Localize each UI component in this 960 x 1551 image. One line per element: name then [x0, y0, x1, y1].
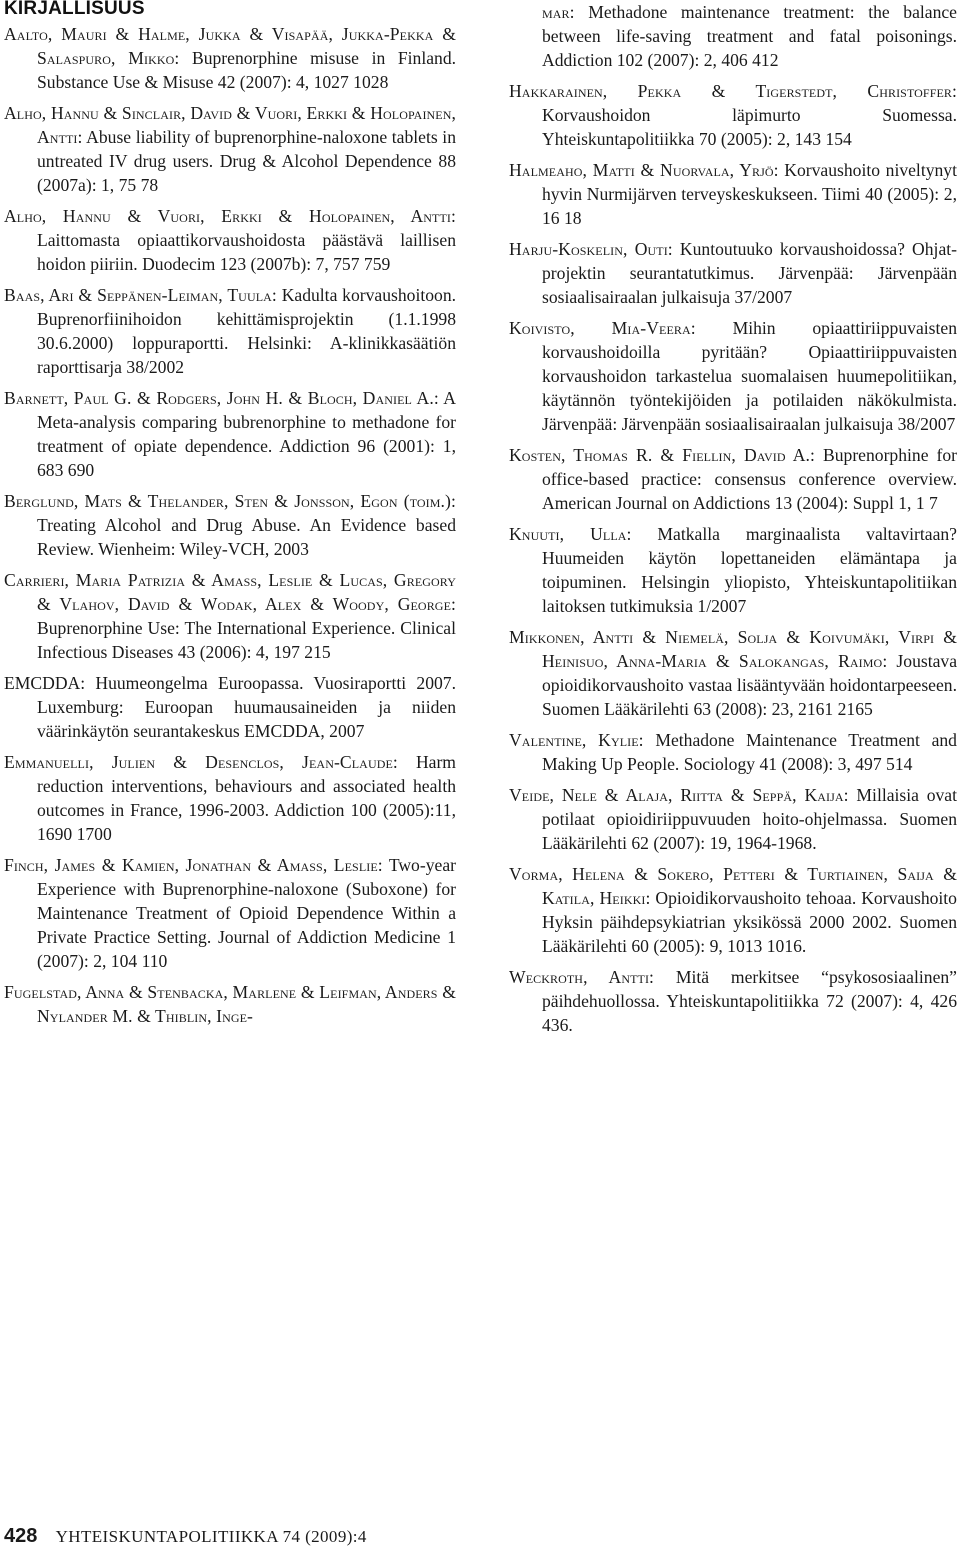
reference-authors: Vorma, Helena & Sokero, Petteri & Turtiainen, Saija & Katila, Heikki: — [509, 864, 957, 908]
reference-authors: Aalto, Mauri & Halme, Jukka & Visapää, Jukka-Pekka & Salaspuro, Mikko: — [4, 24, 456, 68]
reference-authors: Alho, Hannu & Vuori, Erkki & Holopainen, Antti: — [4, 206, 456, 226]
reference-text: Korvaushoito niveltynyt hyvin Nurmijärven terveyskeskukseen. Tiimi 40 (2005): 2, 16 18 — [542, 160, 957, 228]
reference-entry — [4, 671, 456, 743]
reference-entry — [4, 750, 456, 846]
reference-authors: Barnett, Paul G. & Rodgers, John H. & Bloch, Daniel A.: — [4, 388, 439, 408]
reference-entry — [509, 237, 957, 309]
reference-authors: Berglund, Mats & Thelander, Sten & Jonsson, Egon (toim.): — [4, 491, 456, 511]
reference-entry — [509, 522, 957, 618]
reference-entry — [4, 568, 456, 664]
reference-authors: Harju-Koskelin, Outi: — [509, 239, 673, 259]
reference-authors: Weckroth, Antti: — [509, 967, 655, 987]
reference-text: Harm reduction interventions, behaviours and associated health outcomes in France, 1996-2003. Addiction 100 (2005):11, 1690 1700 — [37, 752, 456, 844]
reference-text: Millaisia ovat potilaat opioidiriippuvuuden hoito-ohjelmassa. Suomen Lääkärilehti 62 (2007): 19, 1964-1968. — [542, 785, 957, 853]
page-number: 428 — [4, 1525, 38, 1547]
reference-authors: Halmeaho, Matti & Nuorvala, Yrjö: — [509, 160, 779, 180]
reference-text: Kuntoutuuko korvaushoidossa? Ohjat-projektin seurantatutkimus. Järvenpää: Järvenpään sosiaalisairaalan julkaisuja 37/2007 — [542, 239, 957, 307]
reference-entry — [4, 101, 456, 197]
reference-authors: Koivisto, Mia-Veera: — [509, 318, 696, 338]
reference-text: Laittomasta opiaattikorvaushoidosta päästävä laillisen hoidon piiriin. Duodecim 123 (2007b): 7, 757 759 — [37, 230, 456, 274]
left-reference-column — [4, 22, 456, 1035]
reference-text: Methadone maintenance treatment: the balance between life-saving treatment and fatal poisonings. Addiction 102 (2007): 2, 406 412 — [542, 2, 957, 70]
journal-name: YHTEISKUNTAPOLITIIKKA 74 (2009):4 — [55, 1527, 367, 1546]
reference-text: Mihin opiaattiriippuvaisten korvaushoidoilla pyritään? Opiaattiriippuvaisten korvaushoidon tarkastelua suomalaisen huumepolitiikan, käytännön työntekijöiden ja potilaiden näkökulmista. Järvenpää: Järvenpään sosiaalisairaalan julkaisuja 38/2007 — [542, 318, 957, 434]
reference-entry — [4, 980, 456, 1028]
reference-entry — [509, 79, 957, 151]
reference-entry — [4, 204, 456, 276]
reference-entry — [4, 283, 456, 379]
reference-authors: Veide, Nele & Alaja, Riitta & Seppä, Kaija: — [509, 785, 849, 805]
reference-text: Buprenorphine Use: The International Experience. Clinical Infectious Diseases 43 (2006): 4, 197 215 — [37, 618, 456, 662]
reference-entry — [4, 489, 456, 561]
reference-text: EMCDDA: Huumeongelma Euroopassa. Vuosiraportti 2007. Luxemburg: Euroopan huumausaineiden ja niiden väärinkäytön seurantakeskus EMCDDA, 2007 — [4, 673, 456, 741]
reference-authors: Kosten, Thomas R. & Fiellin, David A.: — [509, 445, 815, 465]
reference-entry — [509, 783, 957, 855]
reference-text: Joustava opioidikorvaushoito vastaa lisääntyvään hoidontarpeeseen. Suomen Lääkärilehti 63 (2008): 23, 2161 2165 — [542, 651, 958, 719]
reference-entry — [509, 158, 957, 230]
reference-text: Matkalla marginaalista valtavirtaan? Huumeiden käytön lopettaneiden elämäntapa ja toipuminen. Helsingin yliopisto, Yhteiskuntapolitiikan laitoksen tutkimuksia 1/2007 — [542, 524, 957, 616]
reference-authors: Knuuti, Ulla: — [509, 524, 632, 544]
reference-entry — [509, 625, 957, 721]
reference-entry — [4, 853, 456, 973]
reference-text: Abuse liability of buprenorphine-naloxone tablets in untreated IV drug users. Drug & Alcohol Dependence 88 (2007a): 1, 75 78 — [37, 127, 456, 195]
reference-entry — [509, 965, 957, 1037]
reference-text: Mitä merkitsee “psykososiaalinen” päihdehuollossa. Yhteiskuntapolitiikka 72 (2007): 4, 426 436. — [542, 967, 957, 1035]
right-reference-column — [509, 0, 957, 1044]
reference-entry — [509, 0, 957, 72]
reference-authors: Alho, Hannu & Sinclair, David & Vuori, Erkki & Holopainen, Antti: — [4, 103, 456, 147]
reference-entry — [4, 386, 456, 482]
reference-text: Buprenorphine for office-based practice: consensus conference overview. American Journal on Addictions 13 (2004): Suppl 1, 1 7 — [542, 445, 958, 513]
reference-authors: Finch, James & Kamien, Jonathan & Amass, Leslie: — [4, 855, 383, 875]
reference-authors: Carrieri, Maria Patrizia & Amass, Leslie & Lucas, Gregory & Vlahov, David & Wodak, Alex & Woody, George: — [4, 570, 456, 614]
reference-authors: mar: — [542, 2, 575, 22]
reference-authors: Fugelstad, Anna & Stenbacka, Marlene & Leifman, Anders & Nylander M. & Thiblin, Inge- — [4, 982, 456, 1026]
reference-authors: Emmanuelli, Julien & Desenclos, Jean-Claude: — [4, 752, 398, 772]
reference-authors: Valentine, Kylie: — [509, 730, 644, 750]
reference-text: Buprenorphine misuse in Finland. Substance Use & Misuse 42 (2007): 4, 1027 1028 — [37, 48, 457, 92]
reference-text: Kadulta korvaushoitoon. Buprenorfiinihoidon kehittämisprojektin (1.1.1998 30.6.2000) loppuraportti. Helsinki: A-klinikkasäätiön raporttisarja 38/2002 — [37, 285, 457, 377]
reference-entry — [509, 862, 957, 958]
reference-entry — [509, 728, 957, 776]
reference-entry — [4, 22, 456, 94]
reference-text: A Meta-analysis comparing bubrenorphine to methadone for treatment of opiate dependence. Addiction 96 (2001): 1, 683 690 — [37, 388, 456, 480]
reference-text: Opioidikorvaushoito tehoaa. Korvaushoito Hyksin päihdepsykiatrian yksikössä 2000 2002. Suomen Lääkärilehti 60 (2005): 9, 1013 1016. — [542, 888, 957, 956]
section-heading: KIRJALLISUUS — [4, 0, 145, 19]
page-footer — [4, 1525, 367, 1548]
reference-authors: Baas, Ari & Seppänen-Leiman, Tuula: — [4, 285, 277, 305]
reference-text: Methadone Maintenance Treatment and Making Up People. Sociology 41 (2008): 3, 497 514 — [542, 730, 957, 774]
reference-entry — [509, 316, 957, 436]
reference-text: Treating Alcohol and Drug Abuse. An Evidence based Review. Wienheim: Wiley-VCH, 2003 — [37, 515, 456, 559]
reference-authors: Mikkonen, Antti & Niemelä, Solja & Koivumäki, Virpi & Heinisuo, Anna-Maria & Salokangas, Raimo: — [509, 627, 957, 671]
reference-authors: Hakkarainen, Pekka & Tigerstedt, Christoffer: — [509, 81, 957, 101]
reference-entry — [509, 443, 957, 515]
reference-text: Two-year Experience with Buprenorphine-naloxone (Suboxone) for Maintenance Treatment of Opioid Dependence Within a Private Practice Setting. Journal of Addiction Medicine 1 (2007): 2, 104 110 — [37, 855, 456, 971]
reference-text: Korvaushoidon läpimurto Suomessa. Yhteiskuntapolitiikka 70 (2005): 2, 143 154 — [542, 105, 957, 149]
